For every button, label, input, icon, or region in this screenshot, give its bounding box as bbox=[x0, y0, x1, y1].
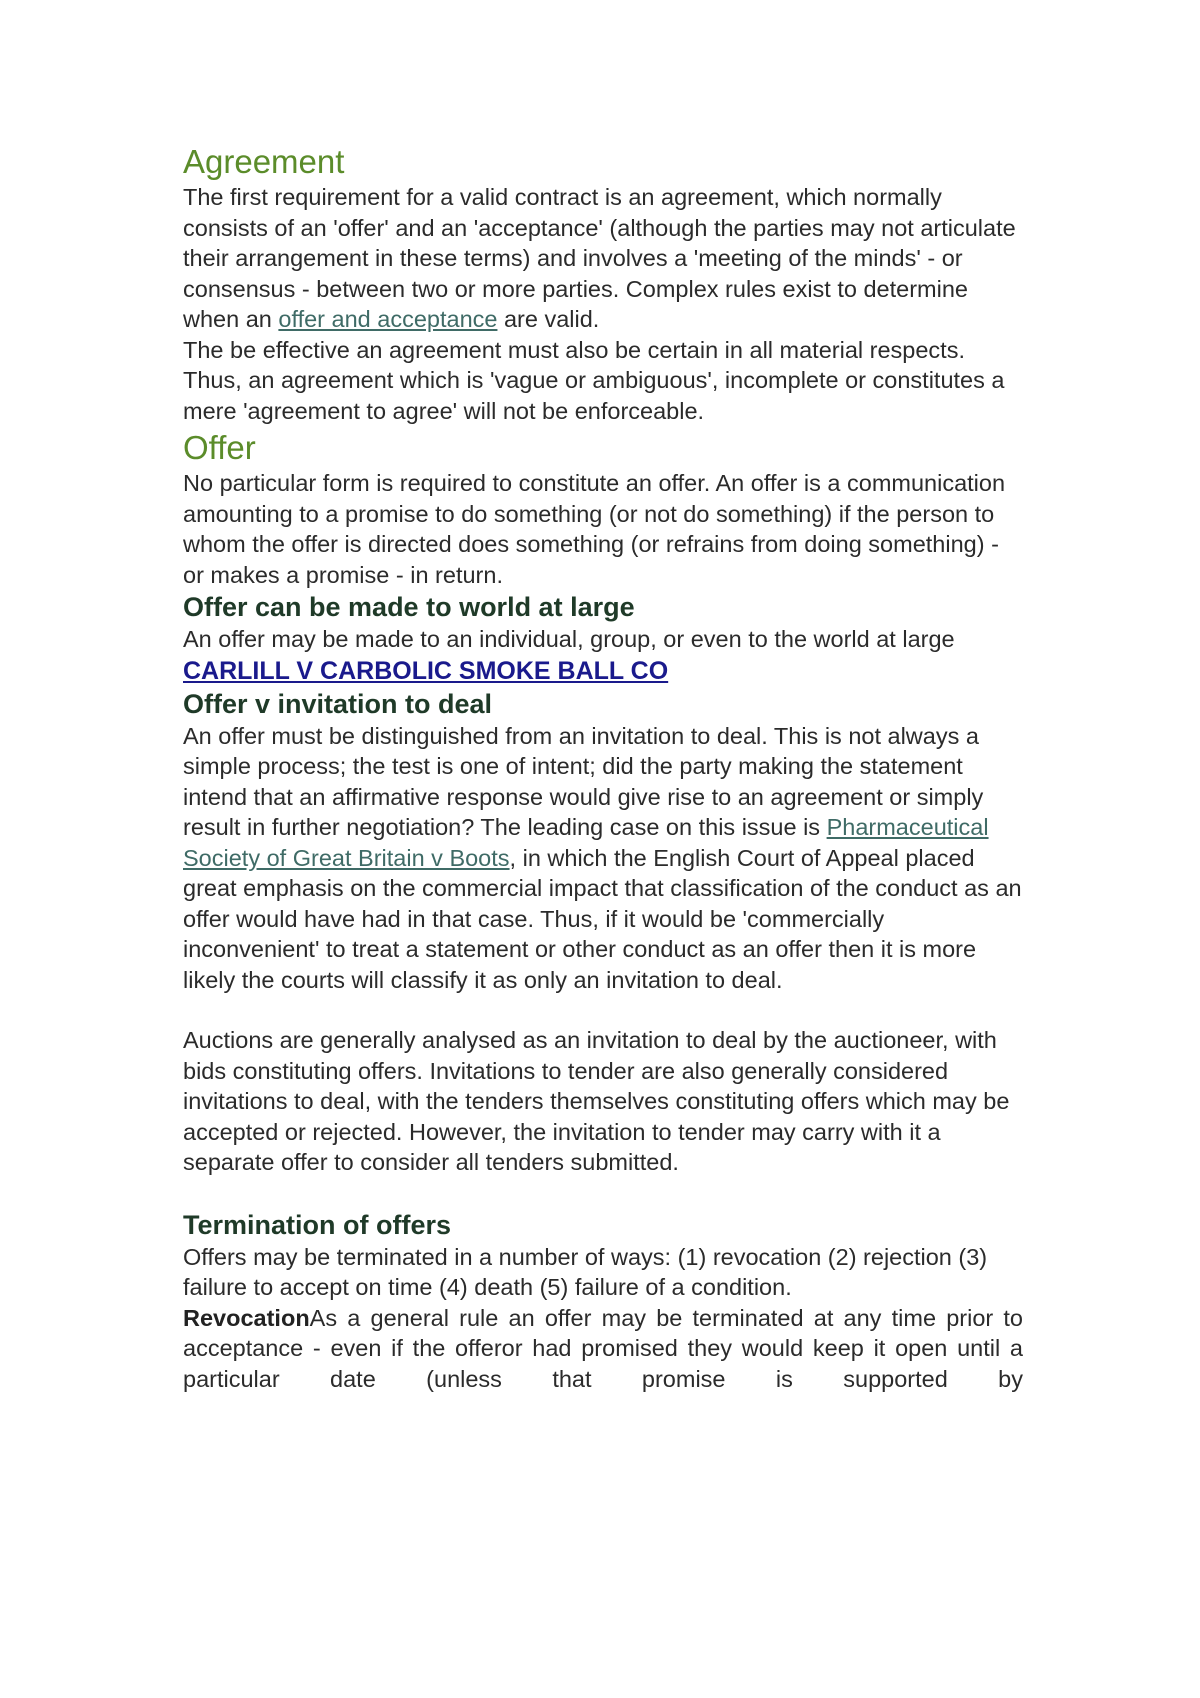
heading-world-at-large: Offer can be made to world at large bbox=[183, 592, 635, 622]
revocation-label: Revocation bbox=[183, 1304, 310, 1331]
offer-paragraph-1: No particular form is required to constitute an offer. An offer is a communication amounting to a promise to do something (or not do something) if the person to whom the offer is directed does something (or refrains from doing something) - or makes a promise - in return. bbox=[183, 470, 1006, 588]
offer-and-acceptance-link[interactable]: offer and acceptance bbox=[278, 306, 498, 332]
invitation-p1-tail: , in which the English Court of Appeal placed great emphasis on the commercial impact that classification of the conduct as an offer would have had in that case. Thus, if it would be 'commercially inconvenient' to treat a statement or other conduct as an offer then it is more likely the courts will classify it as only an invitation to deal. bbox=[183, 844, 1022, 993]
paragraph-spacer bbox=[183, 995, 1023, 1025]
heading-invitation-to-deal: Offer v invitation to deal bbox=[183, 688, 493, 719]
boots-case-link[interactable]: Pharmaceutical Society of Great Britain v Boots bbox=[183, 814, 989, 871]
invitation-p1-text: An offer must be distinguished from an invitation to deal. This is not always a simple process; the test is one of intent; did the party making the statement intend that an affirmative response would give rise to an agreement or simply result in further negotiation? The leading case on this issue is bbox=[183, 722, 984, 840]
termination-paragraph-1: Offers may be terminated in a number of ways: (1) revocation (2) rejection (3) failure to accept on time (4) death (5) failure of a condition. bbox=[183, 1243, 988, 1300]
carlill-case-link[interactable]: CARLILL V CARBOLIC SMOKE BALL CO bbox=[183, 656, 669, 685]
revocation-paragraph bbox=[183, 1303, 1023, 1395]
paragraph-spacer bbox=[183, 1178, 1023, 1208]
agreement-p1-text: The first requirement for a valid contract is an agreement, which normally consists of an 'offer' and an 'acceptance' (although the parties may not articulate their arrangement in these terms) and involves a 'meeting of the minds' - or consensus - between two or more parties. Complex rules exist to determine when an bbox=[183, 184, 1016, 332]
agreement-paragraph-2: The be effective an agreement must also be certain in all material respects. Thus, an agreement which is 'vague or ambiguous', incomplete or constitutes a mere 'agreement to agree' will not be enforceable. bbox=[183, 336, 1005, 424]
agreement-p1-tail: are valid. bbox=[497, 306, 600, 332]
agreement-paragraph-1 bbox=[183, 182, 1023, 335]
heading-offer: Offer bbox=[183, 429, 256, 466]
revocation-text: As a general rule an offer may be terminated at any time prior to acceptance - even if the offeror had promised they would keep it open until a particular date (unless that promise is supported by bbox=[183, 1304, 1023, 1392]
document-body bbox=[183, 142, 1023, 1394]
world-at-large-paragraph: An offer may be made to an individual, group, or even to the world at large bbox=[183, 626, 955, 652]
heading-termination-of-offers: Termination of offers bbox=[183, 1209, 452, 1240]
invitation-paragraph-1 bbox=[183, 721, 1023, 996]
invitation-paragraph-2: Auctions are generally analysed as an invitation to deal by the auctioneer, with bids constituting offers. Invitations to tender are also generally considered invitations to deal, with the tenders themselves constituting offers which may be accepted or rejected. However, the invitation to tender may carry with it a separate offer to consider all tenders submitted. bbox=[183, 1027, 1010, 1175]
heading-agreement: Agreement bbox=[183, 143, 345, 180]
